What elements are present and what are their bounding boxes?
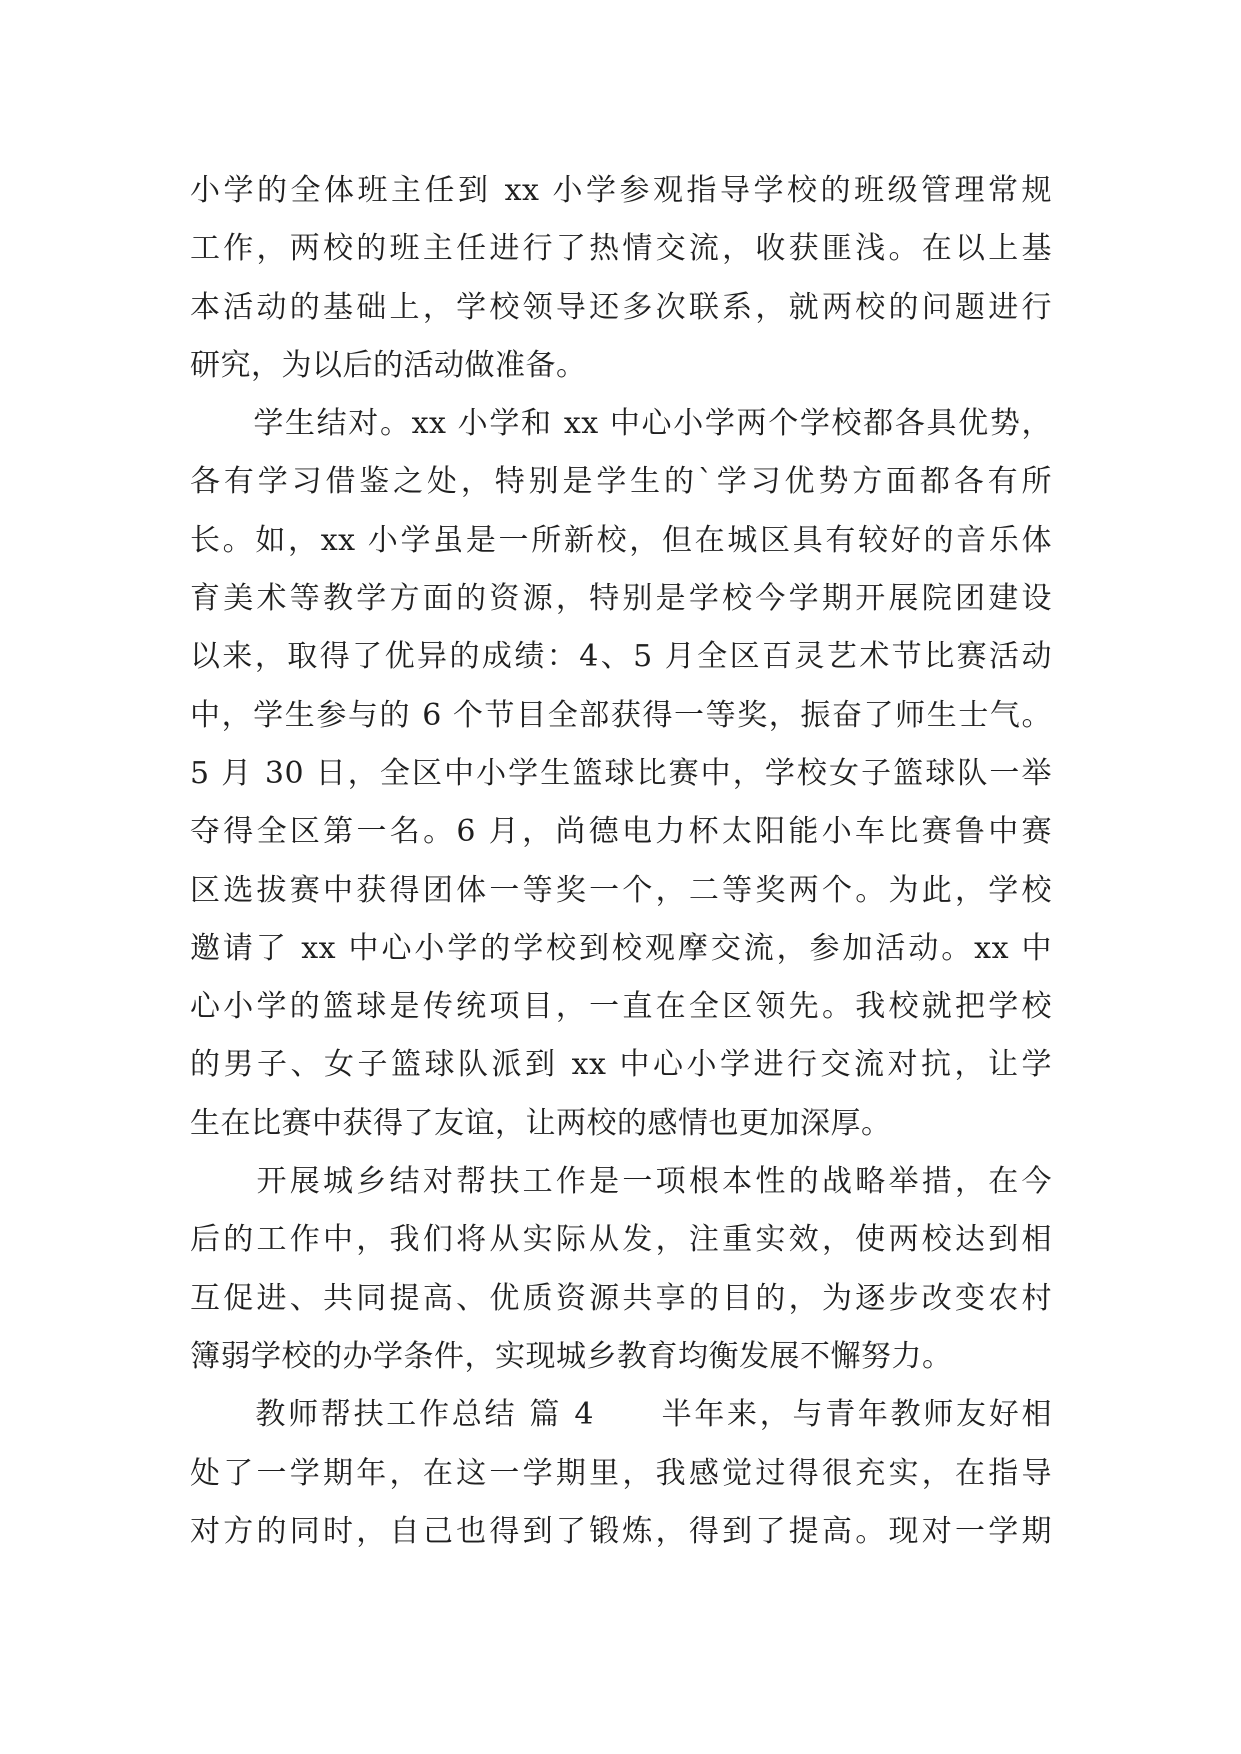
text-line: 5 月 30 日，全区中小学生篮球比赛中，学校女子篮球队一举 bbox=[190, 755, 1052, 791]
body-text bbox=[190, 162, 1052, 1561]
text-line: 小学的全体班主任到 xx 小学参观指导学校的班级管理常规 bbox=[190, 173, 1052, 208]
text-line: 夺得全区第一名。6 月，尚德电力杯太阳能小车比赛鲁中赛 bbox=[190, 814, 1052, 850]
text-line: 育美术等教学方面的资源，特别是学校今学期开展院团建设 bbox=[190, 581, 1052, 617]
text-line: 区选拔赛中获得团体一等奖一个，二等奖两个。为此，学校 bbox=[190, 872, 1052, 908]
text-line: 对方的同时，自己也得到了锻炼，得到了提高。现对一学期 bbox=[190, 1513, 1052, 1549]
text-line: 研究，为以后的活动做准备。 bbox=[190, 347, 587, 383]
text-line: 开展城乡结对帮扶工作是一项根本性的战略举措，在今 bbox=[190, 1164, 1052, 1200]
text-line: 学生结对。xx 小学和 xx 中心小学两个学校都各具优势， bbox=[190, 406, 1052, 442]
text-line: 后的工作中，我们将从实际从发，注重实效，使两校达到相 bbox=[190, 1222, 1052, 1258]
text-line: 以来，取得了优异的成绩：4、5 月全区百灵艺术节比赛活动 bbox=[190, 639, 1052, 675]
text-line: 的男子、女子篮球队派到 xx 中心小学进行交流对抗，让学 bbox=[190, 1047, 1052, 1083]
text-line: 互促进、共同提高、优质资源共享的目的，为逐步改变农村 bbox=[190, 1280, 1052, 1316]
text-line: 教师帮扶工作总结 篇 4 半年来，与青年教师友好相 bbox=[190, 1397, 1052, 1433]
text-line: 工作，两校的班主任进行了热情交流，收获匪浅。在以上基 bbox=[190, 231, 1052, 267]
text-line: 心小学的篮球是传统项目，一直在全区领先。我校就把学校 bbox=[190, 989, 1052, 1025]
text-line: 本活动的基础上，学校领导还多次联系，就两校的问题进行 bbox=[190, 289, 1052, 325]
text-line: 长。如，xx 小学虽是一所新校，但在城区具有较好的音乐体 bbox=[190, 522, 1052, 558]
text-line: 处了一学期年，在这一学期里，我感觉过得很充实，在指导 bbox=[190, 1455, 1052, 1491]
text-line: 生在比赛中获得了友谊，让两校的感情也更加深厚。 bbox=[190, 1105, 892, 1141]
text-line: 邀请了 xx 中心小学的学校到校观摩交流，参加活动。xx 中 bbox=[190, 930, 1052, 966]
text-line: 簿弱学校的办学条件，实现城乡教育均衡发展不懈努力。 bbox=[190, 1338, 953, 1374]
text-line: 各有学习借鉴之处，特别是学生的`学习优势方面都各有所 bbox=[190, 464, 1052, 500]
text-line: 中，学生参与的 6 个节目全部获得一等奖，振奋了师生士气。 bbox=[190, 697, 1052, 733]
